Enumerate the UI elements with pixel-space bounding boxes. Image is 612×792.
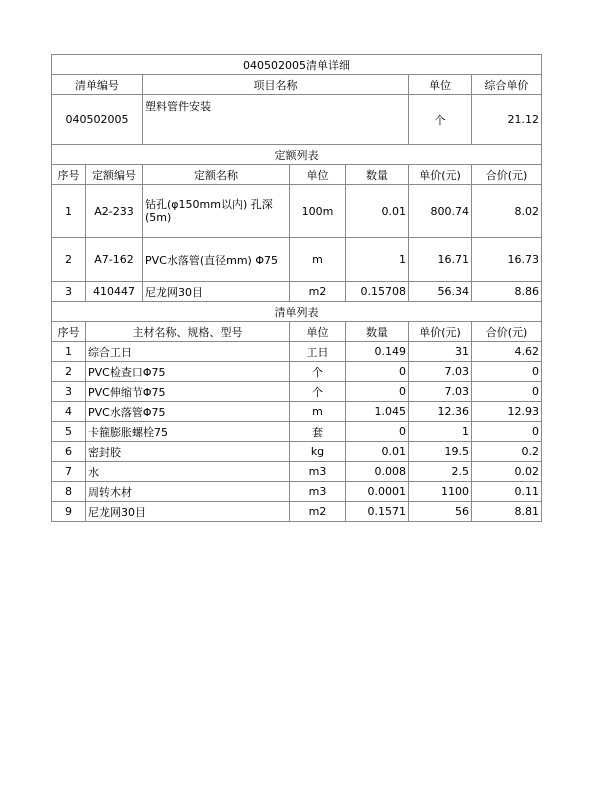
quota-code: A7-162	[86, 238, 143, 282]
material-qty: 1.045	[346, 402, 409, 422]
material-unit-price: 1	[409, 422, 472, 442]
table-row	[52, 462, 542, 482]
quota-qty: 0.15708	[346, 282, 409, 302]
material-unit-price: 56	[409, 502, 472, 522]
bill-code-header: 清单编号	[52, 75, 143, 95]
table-row	[52, 362, 542, 382]
bill-price: 21.12	[472, 95, 542, 145]
material-name: 水	[86, 462, 290, 482]
quota-code-header: 定额编号	[86, 165, 143, 185]
material-section-row	[52, 302, 542, 322]
material-section-title: 清单列表	[52, 302, 542, 322]
quota-unit-price: 16.71	[409, 238, 472, 282]
material-header-row	[52, 322, 542, 342]
material-unit: kg	[290, 442, 346, 462]
material-unit: 套	[290, 422, 346, 442]
material-seq: 8	[52, 482, 86, 502]
title-row	[52, 55, 542, 75]
material-total: 0.11	[472, 482, 542, 502]
quota-seq-header: 序号	[52, 165, 86, 185]
bill-row	[52, 95, 542, 145]
table-row	[52, 185, 542, 238]
quota-unit-header: 单位	[290, 165, 346, 185]
material-seq: 2	[52, 362, 86, 382]
material-name: PVC水落管Φ75	[86, 402, 290, 422]
material-seq: 7	[52, 462, 86, 482]
material-total: 12.93	[472, 402, 542, 422]
material-name: 综合工日	[86, 342, 290, 362]
material-total: 0.02	[472, 462, 542, 482]
material-name: 密封胶	[86, 442, 290, 462]
material-unit: 工日	[290, 342, 346, 362]
material-name: PVC伸缩节Φ75	[86, 382, 290, 402]
quota-unit: m2	[290, 282, 346, 302]
material-seq: 5	[52, 422, 86, 442]
material-unit: 个	[290, 382, 346, 402]
material-total: 0	[472, 422, 542, 442]
material-unit: m3	[290, 462, 346, 482]
material-total: 0	[472, 362, 542, 382]
quota-unit-price-header: 单价(元)	[409, 165, 472, 185]
quota-qty: 0.01	[346, 185, 409, 238]
material-name: 尼龙网30目	[86, 502, 290, 522]
material-name: 卡箍膨胀螺栓75	[86, 422, 290, 442]
quota-header-row	[52, 165, 542, 185]
material-unit-header: 单位	[290, 322, 346, 342]
material-seq: 6	[52, 442, 86, 462]
bill-unit-header: 单位	[409, 75, 472, 95]
material-qty: 0	[346, 382, 409, 402]
quota-seq: 2	[52, 238, 86, 282]
material-qty: 0.1571	[346, 502, 409, 522]
bill-unit: 个	[409, 95, 472, 145]
quota-name-header: 定额名称	[143, 165, 290, 185]
material-name: PVC检查口Φ75	[86, 362, 290, 382]
quota-section-title: 定额列表	[52, 145, 542, 165]
material-qty: 0.008	[346, 462, 409, 482]
material-seq: 3	[52, 382, 86, 402]
bill-name: 塑料管件安装	[143, 95, 409, 145]
quota-qty-header: 数量	[346, 165, 409, 185]
material-unit: m3	[290, 482, 346, 502]
material-unit-price: 31	[409, 342, 472, 362]
material-name: 周转木材	[86, 482, 290, 502]
quota-seq: 1	[52, 185, 86, 238]
table-row	[52, 382, 542, 402]
material-total: 4.62	[472, 342, 542, 362]
material-seq-header: 序号	[52, 322, 86, 342]
bill-name-header: 项目名称	[143, 75, 409, 95]
quota-code: 410447	[86, 282, 143, 302]
material-total: 8.81	[472, 502, 542, 522]
table-row	[52, 282, 542, 302]
material-qty: 0.149	[346, 342, 409, 362]
bill-header-row	[52, 75, 542, 95]
material-unit: m	[290, 402, 346, 422]
bill-detail-table	[51, 54, 542, 522]
quota-unit-price: 56.34	[409, 282, 472, 302]
quota-section-row	[52, 145, 542, 165]
material-unit-price: 7.03	[409, 382, 472, 402]
material-unit-price: 12.36	[409, 402, 472, 422]
material-total-header: 合价(元)	[472, 322, 542, 342]
material-unit-price: 2.5	[409, 462, 472, 482]
material-qty: 0	[346, 422, 409, 442]
table-row	[52, 422, 542, 442]
quota-unit: 100m	[290, 185, 346, 238]
material-name-header: 主材名称、规格、型号	[86, 322, 290, 342]
quota-total: 16.73	[472, 238, 542, 282]
quota-unit: m	[290, 238, 346, 282]
quota-total: 8.02	[472, 185, 542, 238]
table-title: 040502005清单详细	[52, 55, 542, 75]
material-unit: m2	[290, 502, 346, 522]
material-qty: 0.0001	[346, 482, 409, 502]
quota-total-header: 合价(元)	[472, 165, 542, 185]
material-total: 0	[472, 382, 542, 402]
material-unit-price: 1100	[409, 482, 472, 502]
quota-unit-price: 800.74	[409, 185, 472, 238]
material-unit-price: 19.5	[409, 442, 472, 462]
material-unit-price: 7.03	[409, 362, 472, 382]
table-row	[52, 342, 542, 362]
quota-code: A2-233	[86, 185, 143, 238]
table-row	[52, 442, 542, 462]
material-total: 0.2	[472, 442, 542, 462]
table-row	[52, 482, 542, 502]
material-unit: 个	[290, 362, 346, 382]
quota-seq: 3	[52, 282, 86, 302]
material-qty: 0.01	[346, 442, 409, 462]
table-row	[52, 238, 542, 282]
quota-name: 钻孔(φ150mm以内) 孔深(5m)	[143, 185, 290, 238]
material-qty-header: 数量	[346, 322, 409, 342]
quota-total: 8.86	[472, 282, 542, 302]
bill-code: 040502005	[52, 95, 143, 145]
quota-name: 尼龙网30目	[143, 282, 290, 302]
material-unit-price-header: 单价(元)	[409, 322, 472, 342]
quota-name: PVC水落管(直径mm) Φ75	[143, 238, 290, 282]
material-qty: 0	[346, 362, 409, 382]
quota-qty: 1	[346, 238, 409, 282]
material-seq: 4	[52, 402, 86, 422]
table-row	[52, 402, 542, 422]
material-seq: 9	[52, 502, 86, 522]
bill-price-header: 综合单价	[472, 75, 542, 95]
table-row	[52, 502, 542, 522]
material-seq: 1	[52, 342, 86, 362]
